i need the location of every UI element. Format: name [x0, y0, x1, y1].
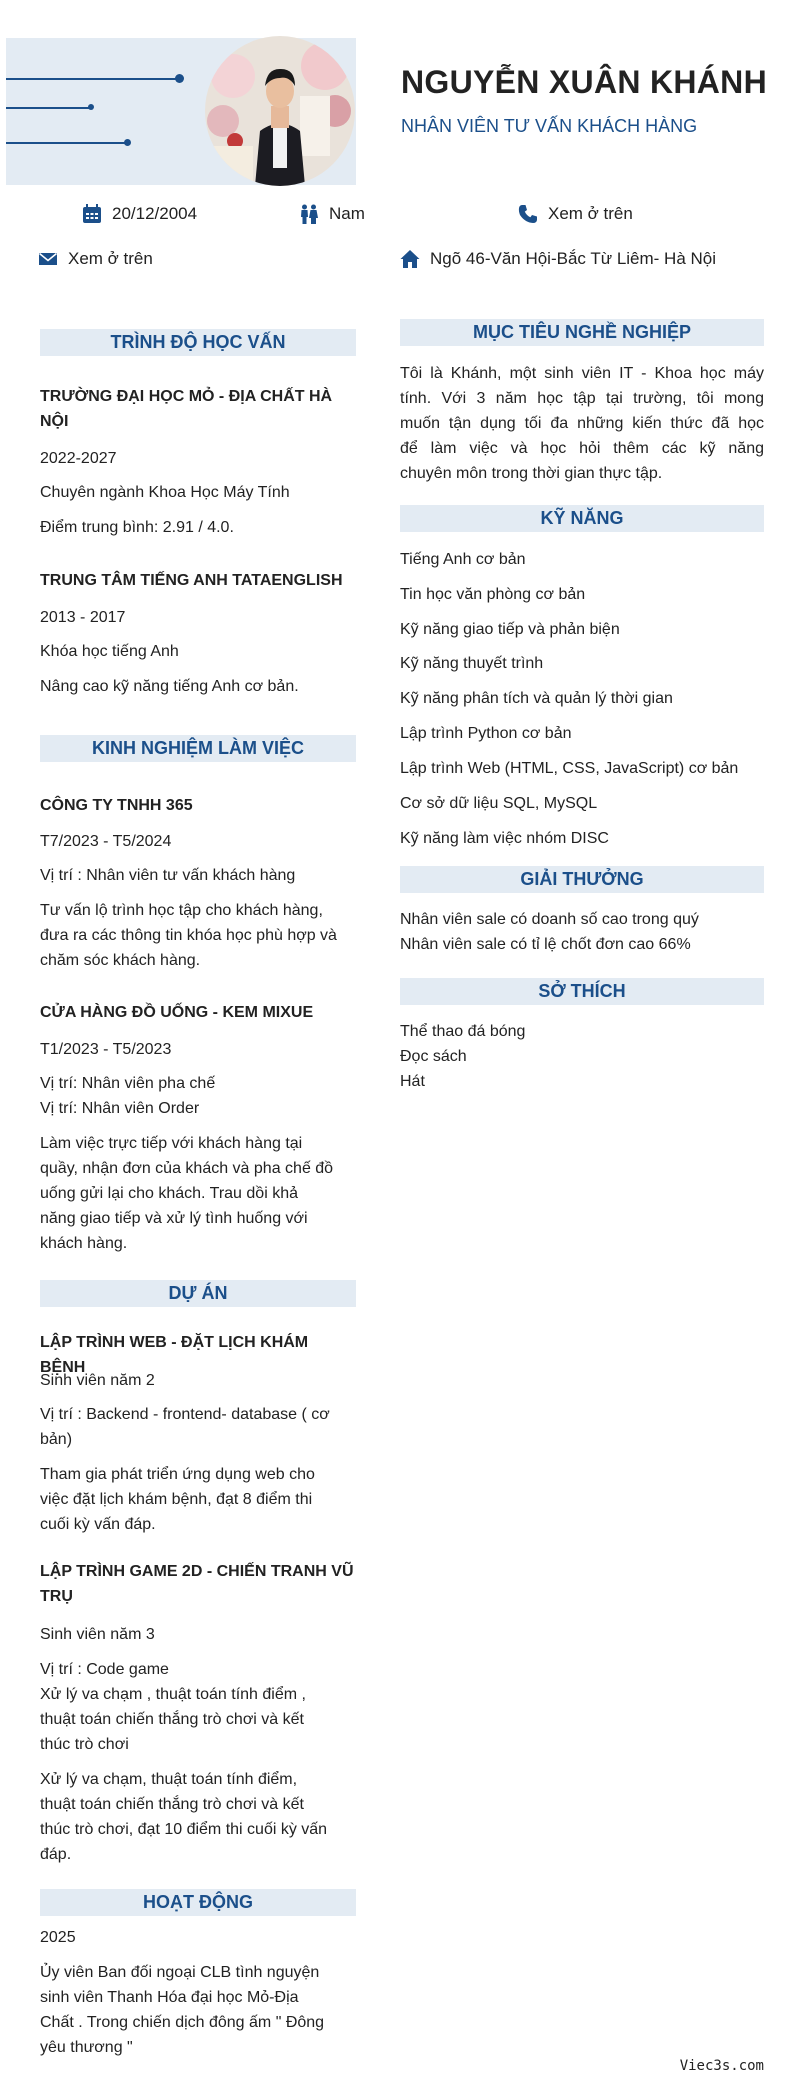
decor-dot — [175, 74, 184, 83]
watermark: Viec3s.com — [679, 2058, 764, 2074]
hobby-item: Hát — [400, 1073, 425, 1090]
job-description-line: khách hàng. — [40, 1235, 128, 1252]
gender-info — [299, 204, 365, 224]
project-role-line: bản) — [40, 1431, 73, 1448]
envelope-icon — [38, 249, 58, 269]
objective-text — [400, 361, 764, 486]
project-period: Sinh viên năm 3 — [40, 1626, 155, 1643]
award-item: Nhân viên sale có doanh số cao trong quý — [400, 911, 699, 928]
email-value: Xem ở trên — [68, 249, 153, 268]
activities-section — [40, 1889, 356, 1916]
project-role-line: Xử lý va chạm , thuật toán tính điểm , — [40, 1686, 306, 1703]
projects-section — [40, 1280, 356, 1307]
project-name-line: TRỤ — [40, 1588, 73, 1605]
education-major: Chuyên ngành Khoa Học Máy Tính — [40, 484, 290, 501]
activity-description-line: Ủy viên Ban đối ngoại CLB tình nguyện — [40, 1964, 320, 1981]
education-section — [40, 329, 356, 356]
candidate-name: NGUYỄN XUÂN KHÁNH — [401, 64, 768, 100]
project-role-line: thúc trò chơi — [40, 1736, 129, 1753]
address-value: Ngõ 46-Văn Hội-Bắc Từ Liêm- Hà Nội — [430, 249, 717, 268]
skill-item: Kỹ năng làm việc nhóm DISC — [400, 830, 609, 847]
birthday-value: 20/12/2004 — [112, 204, 198, 223]
project-description-line: thúc trò chơi, đạt 10 điểm thi cuối kỳ vấn — [40, 1821, 328, 1838]
objective-line: để làm việc và học hỏi thêm các kỹ năng — [400, 440, 764, 457]
education-period: 2013 - 2017 — [40, 609, 126, 626]
skill-item: Kỹ năng phân tích và quản lý thời gian — [400, 690, 673, 707]
project-name-line: LẬP TRÌNH GAME 2D - CHIẾN TRANH VŨ — [40, 1563, 354, 1580]
job-period: T7/2023 - T5/2024 — [40, 833, 172, 850]
project-name — [40, 1559, 356, 1609]
school-name: TRUNG TÂM TIẾNG ANH TATAENGLISH — [40, 572, 343, 589]
skill-item: Lập trình Python cơ bản — [400, 725, 572, 742]
avatar — [205, 36, 355, 186]
job-description-line: Làm việc trực tiếp với khách hàng tại — [40, 1135, 303, 1152]
objective-line: chuyên môn trong thời gian thực tập. — [400, 465, 663, 482]
objective-line: muốn tận dụng tối đa những kiến thức đã học — [400, 415, 764, 432]
skill-item: Kỹ năng giao tiếp và phản biện — [400, 621, 620, 638]
job-role: Vị trí: Nhân viên pha chế — [40, 1075, 216, 1092]
awards-section — [400, 866, 764, 893]
award-item: Nhân viên sale có tỉ lệ chốt đơn cao 66% — [400, 936, 691, 953]
activity-description — [40, 1960, 356, 2060]
project-description-line: cuối kỳ vấn đáp. — [40, 1516, 156, 1533]
project-role-line: Vị trí : Code game — [40, 1661, 169, 1678]
project-description-line: việc đặt lịch khám bệnh, đạt 8 điểm thi — [40, 1491, 313, 1508]
project-name: LẬP TRÌNH WEB - ĐẶT LỊCH KHÁM BỆNH — [40, 1334, 309, 1376]
activities-heading: HOẠT ĐỘNG — [40, 1889, 356, 1916]
company-name: CÔNG TY TNHH 365 — [40, 797, 193, 814]
company-name: CỬA HÀNG ĐỒ UỐNG - KEM MIXUE — [40, 1004, 314, 1021]
job-role: Vị trí: Nhân viên Order — [40, 1100, 200, 1117]
skill-item: Lập trình Web (HTML, CSS, JavaScript) cơ bản — [400, 760, 739, 777]
birthday-info — [82, 204, 197, 224]
skills-heading: KỸ NĂNG — [400, 505, 764, 532]
school-name: NỘI — [40, 413, 69, 430]
job-role: Vị trí : Nhân viên tư vấn khách hàng — [40, 867, 296, 884]
job-description-line: chăm sóc khách hàng. — [40, 952, 201, 969]
decor-dot — [88, 104, 94, 110]
phone-icon — [518, 204, 538, 224]
experience-section — [40, 735, 356, 762]
activity-description-line: yêu thương " — [40, 2039, 133, 2056]
project-description-line: thuật toán chiến thắng trò chơi và kết — [40, 1796, 304, 1813]
activity-year: 2025 — [40, 1929, 76, 1946]
skill-item: Kỹ năng thuyết trình — [400, 655, 544, 672]
education-item — [40, 384, 356, 434]
job-period: T1/2023 - T5/2023 — [40, 1041, 172, 1058]
hobby-item: Đọc sách — [400, 1048, 467, 1065]
hobby-item: Thể thao đá bóng — [400, 1023, 526, 1040]
job-description — [40, 1131, 356, 1256]
gender-value: Nam — [329, 204, 365, 223]
gender-icon — [299, 204, 319, 224]
skills-section — [400, 505, 764, 532]
job-title: NHÂN VIÊN TƯ VẤN KHÁCH HÀNG — [401, 116, 698, 136]
project-description — [40, 1767, 356, 1867]
education-gpa: Điểm trung bình: 2.91 / 4.0. — [40, 519, 234, 536]
experience-heading: KINH NGHIỆM LÀM VIỆC — [40, 735, 356, 762]
project-description-line: Xử lý va chạm, thuật toán tính điểm, — [40, 1771, 298, 1788]
home-icon — [400, 249, 420, 269]
address-info — [400, 249, 716, 269]
job-description-line: quầy, nhận đơn của khách và pha chế đồ — [40, 1160, 334, 1177]
skill-item: Cơ sở dữ liệu SQL, MySQL — [400, 795, 598, 812]
education-heading: TRÌNH ĐỘ HỌC VẤN — [40, 329, 356, 356]
hobbies-section — [400, 978, 764, 1005]
school-name: TRƯỜNG ĐẠI HỌC MỎ - ĐỊA CHẤT HÀ — [40, 388, 333, 405]
job-description — [40, 898, 356, 973]
project-description-line: đáp. — [40, 1846, 72, 1863]
hobbies-list — [400, 1019, 764, 1094]
objective-line: tính. Với 3 năm học tập tại trường, tôi mong — [400, 390, 764, 407]
activity-description-line: sinh viên Thanh Hóa đại học Mỏ-Địa — [40, 1989, 299, 2006]
decor-dot — [124, 139, 131, 146]
awards-heading: GIẢI THƯỞNG — [400, 866, 764, 893]
objective-line: Tôi là Khánh, một sinh viên IT - Khoa học máy — [400, 365, 764, 382]
decor-line — [6, 107, 92, 109]
project-role-line: thuật toán chiến thắng trò chơi và kết — [40, 1711, 304, 1728]
education-major: Khóa học tiếng Anh — [40, 643, 179, 660]
decor-line — [6, 78, 180, 80]
objective-section — [400, 319, 764, 346]
project-role — [40, 1402, 356, 1452]
calendar-icon — [82, 204, 102, 224]
phone-info — [518, 204, 633, 224]
hobbies-heading: SỞ THÍCH — [400, 978, 764, 1005]
project-role-line: Vị trí : Backend - frontend- database ( cơ — [40, 1406, 330, 1423]
awards-list — [400, 907, 764, 957]
project-period: Sinh viên năm 2 — [40, 1372, 155, 1389]
project-description-line: Tham gia phát triển ứng dụng web cho — [40, 1466, 315, 1483]
education-period: 2022-2027 — [40, 450, 117, 467]
project-role — [40, 1657, 356, 1757]
skill-item: Tiếng Anh cơ bản — [400, 551, 526, 568]
phone-value: Xem ở trên — [548, 204, 633, 223]
decor-line — [6, 142, 128, 144]
project-description — [40, 1462, 356, 1537]
projects-heading: DỰ ÁN — [40, 1280, 356, 1307]
job-roles — [40, 1071, 356, 1121]
email-info — [38, 249, 153, 269]
job-description-line: năng giao tiếp và xử lý tình huống với — [40, 1210, 308, 1227]
job-description-line: Tư vấn lộ trình học tập cho khách hàng, — [40, 902, 323, 919]
objective-heading: MỤC TIÊU NGHỀ NGHIỆP — [400, 319, 764, 346]
skill-item: Tin học văn phòng cơ bản — [400, 586, 586, 603]
job-description-line: đưa ra các thông tin khóa học phù hợp và — [40, 927, 337, 944]
education-note: Nâng cao kỹ năng tiếng Anh cơ bản. — [40, 678, 299, 695]
activity-description-line: Chất . Trong chiến dịch đông ấm " Đông — [40, 2014, 325, 2031]
job-description-line: uống gửi lại cho khách. Trau dồi khả — [40, 1185, 298, 1202]
